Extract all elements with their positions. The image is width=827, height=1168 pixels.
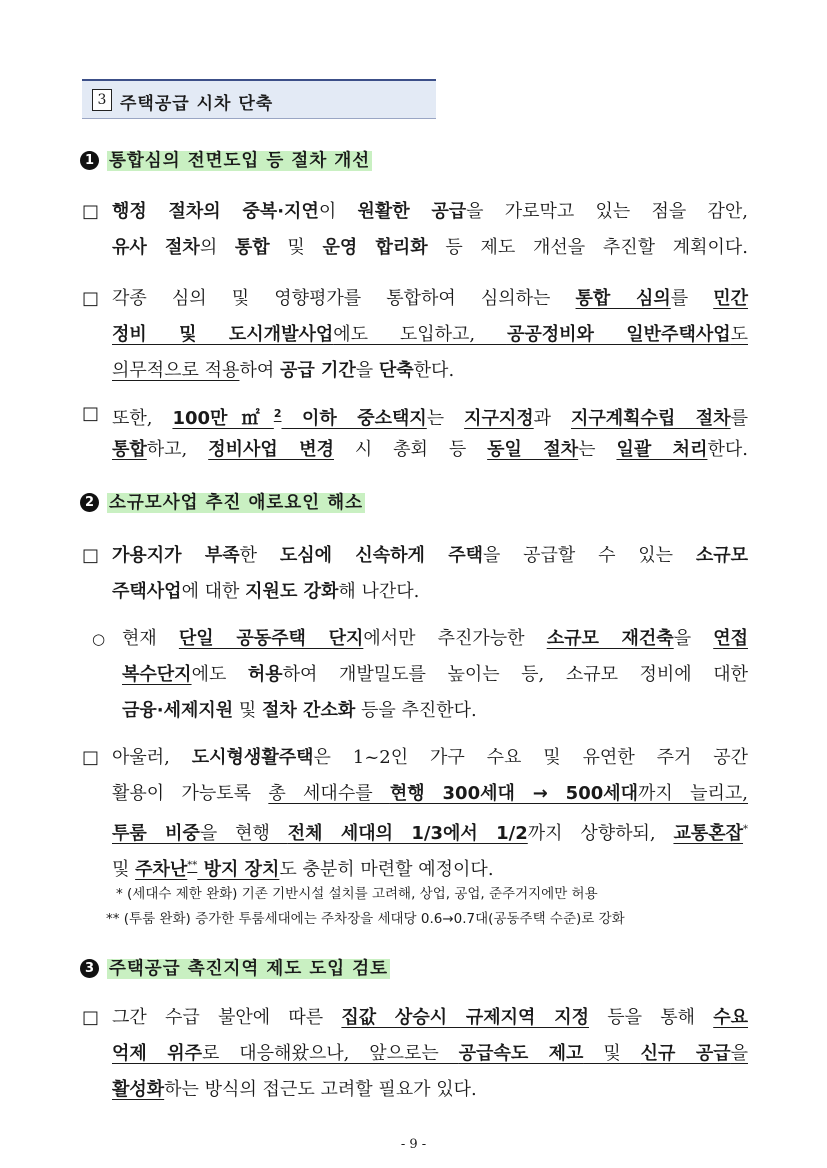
footnote-1: * (세대수 제한 완화) 기존 기반시설 설치를 고려해, 상업, 공업, 준주거지에만 허용: [116, 886, 598, 902]
paragraph-7-line-2: 억제 위주로 대응해왔으나, 앞으로는 공급속도 제고 및 신규 공급을: [112, 1043, 748, 1064]
square-bullet: □: [82, 288, 100, 309]
paragraph-4-line-2: 주택사업에 대한 지원도 강화해 나간다.: [112, 581, 420, 602]
paragraph-1-line-2: 유사 절차의 통합 및 운영 합리화 등 제도 개선을 추진할 계획이다.: [112, 237, 748, 258]
paragraph-1-line-1: 행정 절차의 중복·지연이 원활한 공급을 가로막고 있는 점을 감안,: [112, 201, 748, 222]
subheading-1: [80, 147, 372, 172]
paragraph-6-line-4: 및 주차난** 방지 장치도 충분히 마련할 예정이다.: [112, 859, 494, 880]
subheading-3: [80, 955, 390, 980]
paragraph-5-line-2: 복수단지에도 허용하여 개발밀도를 높이는 등, 소규모 정비에 대한: [122, 664, 749, 685]
circled-number-2: 2: [80, 493, 99, 512]
paragraph-6-line-3: 투룸 비중을 현행 전체 세대의 1/3에서 1/2까지 상향하되, 교통혼잡*: [112, 823, 749, 844]
footnote-2: ** (투룸 완화) 증가한 투룸세대에는 주차장을 세대당 0.6→0.7대(공동주택 수준)로 강화: [106, 911, 625, 927]
square-bullet: □: [82, 545, 100, 566]
paragraph-2-line-2: 정비 및 도시개발사업에도 도입하고, 공공정비와 일반주택사업도: [112, 324, 748, 345]
paragraph-6-line-2: 활용이 가능토록 총 세대수를 현행 300세대 → 500세대까지 늘리고,: [112, 783, 749, 804]
subheading-3-title: 주택공급 촉진지역 제도 도입 검토: [109, 959, 389, 979]
subheading-2-title: 소규모사업 추진 애로요인 해소: [109, 493, 364, 513]
paragraph-7-line-3: 활성화하는 방식의 접근도 고려할 필요가 있다.: [112, 1079, 477, 1100]
circle-bullet: ○: [92, 630, 106, 648]
section-title: 주택공급 시차 단축: [120, 94, 274, 114]
paragraph-2-line-3: 의무적으로 적용하여 공급 기간을 단축한다.: [112, 360, 455, 381]
page-number: - 9 -: [400, 1137, 427, 1152]
circled-number-1: 1: [80, 151, 99, 170]
paragraph-7-line-1: 그간 수급 불안에 따른 집값 상승시 규제지역 지정 등을 통해 수요: [112, 1007, 748, 1028]
paragraph-5-line-3: 금융·세제지원 및 절차 간소화 등을 추진한다.: [122, 700, 477, 721]
square-bullet: □: [82, 747, 100, 768]
paragraph-5-line-1: 현재 단일 공동주택 단지에서만 추진가능한 소규모 재건축을 연접: [122, 628, 748, 649]
subheading-1-title: 통합심의 전면도입 등 절차 개선: [109, 151, 371, 171]
paragraph-4-line-1: 가용지가 부족한 도심에 신속하게 주택을 공급할 수 있는 소규모: [112, 545, 748, 566]
paragraph-3-line-1: 또한, 100만㎡$^2$ 이하 중소택지는 지구지정과 지구계획수립 절차를: [112, 407, 748, 429]
square-bullet: □: [82, 201, 100, 222]
paragraph-3-line-2: 통합하고, 정비사업 변경 시 총회 등 동일 절차는 일괄 처리한다.: [112, 439, 748, 460]
section-header: [82, 79, 436, 119]
subheading-2: [80, 489, 365, 514]
paragraph-6-line-1: 아울러, 도시형생활주택은 1~2인 가구 수요 및 유연한 주거 공간: [112, 747, 749, 768]
circled-number-3: 3: [80, 959, 99, 978]
square-bullet: □: [82, 1007, 100, 1028]
square-bullet: □: [82, 403, 100, 424]
paragraph-2-line-1: 각종 심의 및 영향평가를 통합하여 심의하는 통합 심의를 민간: [112, 288, 748, 309]
section-number: 3: [92, 89, 112, 111]
